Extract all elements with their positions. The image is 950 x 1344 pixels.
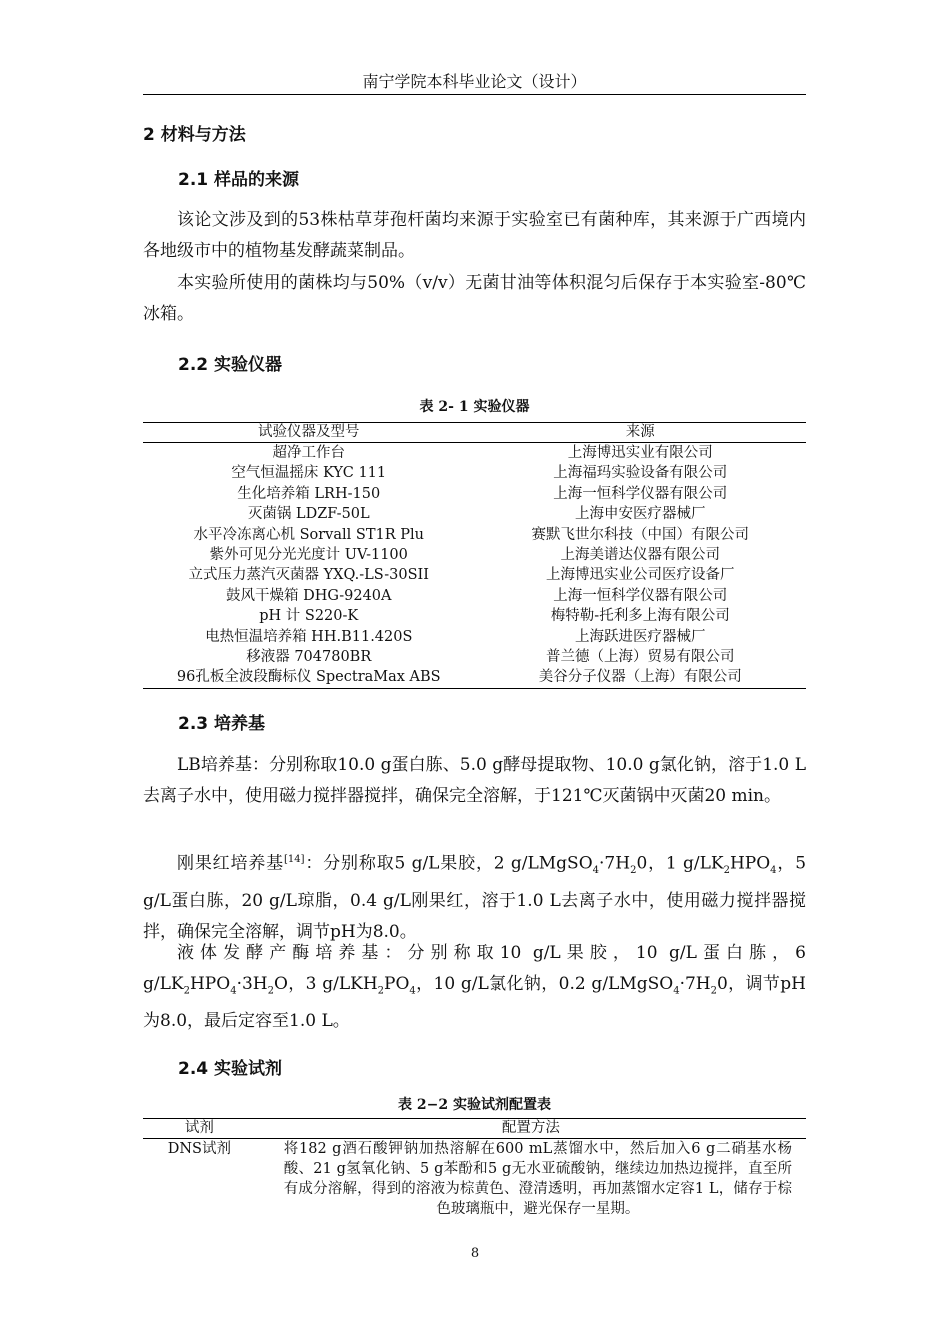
table-row [143,667,806,688]
instrument-cell: 灭菌锅 LDZF-50L [247,506,370,523]
table-row [143,1139,806,1220]
section-heading-2: 2 材料与方法 [143,125,246,145]
method-cell: 将182 g酒石酸钾钠加热溶解在600 mL蒸馏水中，然后加入6 g二硝基水杨酸、21 g氢氧化钠、5 g苯酚和5 g无水亚硫酸钠，继续边加热边搅拌，直至所有成分溶解，得到的溶液为棕黄色、澄清透明，再加蒸馏水定容1 L，储存于棕色玻璃瓶中，避光保存一星期。 [283,1141,792,1217]
table1-body [143,443,806,689]
table2-caption: 表 2−2 实验试剂配置表 [398,1097,551,1113]
instrument-cell: 96孔板全波段酶标仪 SpectraMax ABS [176,669,441,686]
table1-header-source: 来源 [475,423,807,443]
source-cell: 美谷分子仪器（上海）有限公司 [538,669,742,686]
paragraph-sample-source: 该论文涉及到的53株枯草芽孢杆菌均来源于实验室已有菌种库，其来源于广西境内各地级市中的植物基发酵蔬菜制品。 [143,210,806,261]
paragraph-congo-red-medium: 刚果红培养基[14]：分别称取5 g/L果胶，2 $g/LMgSO_4\cdot 7H_20$，1 $g/LK_2HPO_4$，5 g/L蛋白胨，20 g/L琼脂，0.4 g/L刚果红，溶于1.0 L去离子水中，使用磁力搅拌器搅拌，确保完全溶解，调节pH为8.0。 [143,853,807,943]
table-row [143,463,806,483]
instrument-cell: 移液器 704780BR [246,649,372,666]
reagent-cell: DNS试剂 [167,1141,231,1157]
table-row [143,606,806,626]
paragraph-lb-medium: LB培养基：分别称取10.0 g蛋白胨、5.0 g酵母提取物、10.0 g氯化钠，溶于1.0 L去离子水中，使用磁力搅拌器搅拌，确保完全溶解，于121℃灭菌锅中灭菌20 min。 [143,755,806,806]
source-cell: 上海福玛实验设备有限公司 [553,465,728,482]
paragraph-fermentation-medium: 液体发酵产酶培养基：分别称取10 g/L果胶，10 g/L蛋白胨，6 $g/LK_2HPO_4\cdot 3H_2O$，3 $g/LKH_2PO_4$，10 g/L氯化钠，0.2 $g/LMgSO_4\cdot 7H_20$，调节pH为8.0，最后定容至1.0 L。 [143,943,806,1032]
instrument-table [143,422,806,689]
table-row [143,545,806,565]
table-row [143,504,806,524]
source-cell: 上海跃进医疗器械厂 [575,628,706,645]
instrument-cell: 生化培养箱 LRH-150 [237,485,381,502]
source-cell: 赛默飞世尔科技（中国）有限公司 [531,526,749,543]
instrument-cell: 空气恒温摇床 KYC 111 [231,465,387,482]
instrument-cell: 鼓风干燥箱 DHG-9240A [225,587,392,604]
page-header: 南宁学院本科毕业论文（设计） [143,70,806,95]
table-row [143,565,806,585]
source-cell: 梅特勒-托利多上海有限公司 [550,608,730,625]
table-row [143,647,806,667]
source-cell: 上海博迅实业有限公司 [567,445,713,461]
paragraph-strain-storage: 本实验所使用的菌株均与50%（v/v）无菌甘油等体积混匀后保存于本实验室-80℃冰箱。 [143,273,806,324]
page-number: 8 [470,1246,480,1261]
instrument-cell: 立式压力蒸汽灭菌器 YXQ.-LS-30SII [188,567,429,584]
source-cell: 上海博迅实业公司医疗设备厂 [546,567,735,584]
instrument-cell: pH 计 S220-K [259,608,359,625]
table1-header-instrument: 试验仪器及型号 [143,423,475,443]
section-heading-2-2: 2.2 实验仪器 [178,355,283,375]
source-cell: 上海美谱达仪器有限公司 [560,547,720,564]
instrument-cell: 电热恒温培养箱 HH.B11.420S [205,628,413,645]
table-row [143,586,806,606]
source-cell: 上海一恒科学仪器有限公司 [553,587,728,604]
table-row [143,525,806,545]
table1-caption: 表 2- 1 实验仪器 [419,399,530,415]
instrument-cell: 水平冷冻离心机 Sorvall ST1R Plu [193,526,424,543]
table2-header-reagent: 试剂 [143,1119,256,1139]
table2-header-method: 配置方法 [256,1119,806,1139]
table-row [143,627,806,647]
table2-body [143,1139,806,1220]
section-heading-2-1: 2.1 样品的来源 [178,170,300,190]
instrument-cell: 超净工作台 [272,445,345,461]
source-cell: 上海一恒科学仪器有限公司 [553,485,728,502]
source-cell: 普兰德（上海）贸易有限公司 [546,649,735,666]
reagent-table [143,1118,806,1219]
source-cell: 上海申安医疗器械厂 [575,506,706,523]
table-row [143,484,806,504]
instrument-cell: 紫外可见分光光度计 UV-1100 [209,547,408,564]
section-heading-2-3: 2.3 培养基 [178,714,266,734]
table-row [143,443,806,464]
section-heading-2-4: 2.4 实验试剂 [178,1059,283,1079]
